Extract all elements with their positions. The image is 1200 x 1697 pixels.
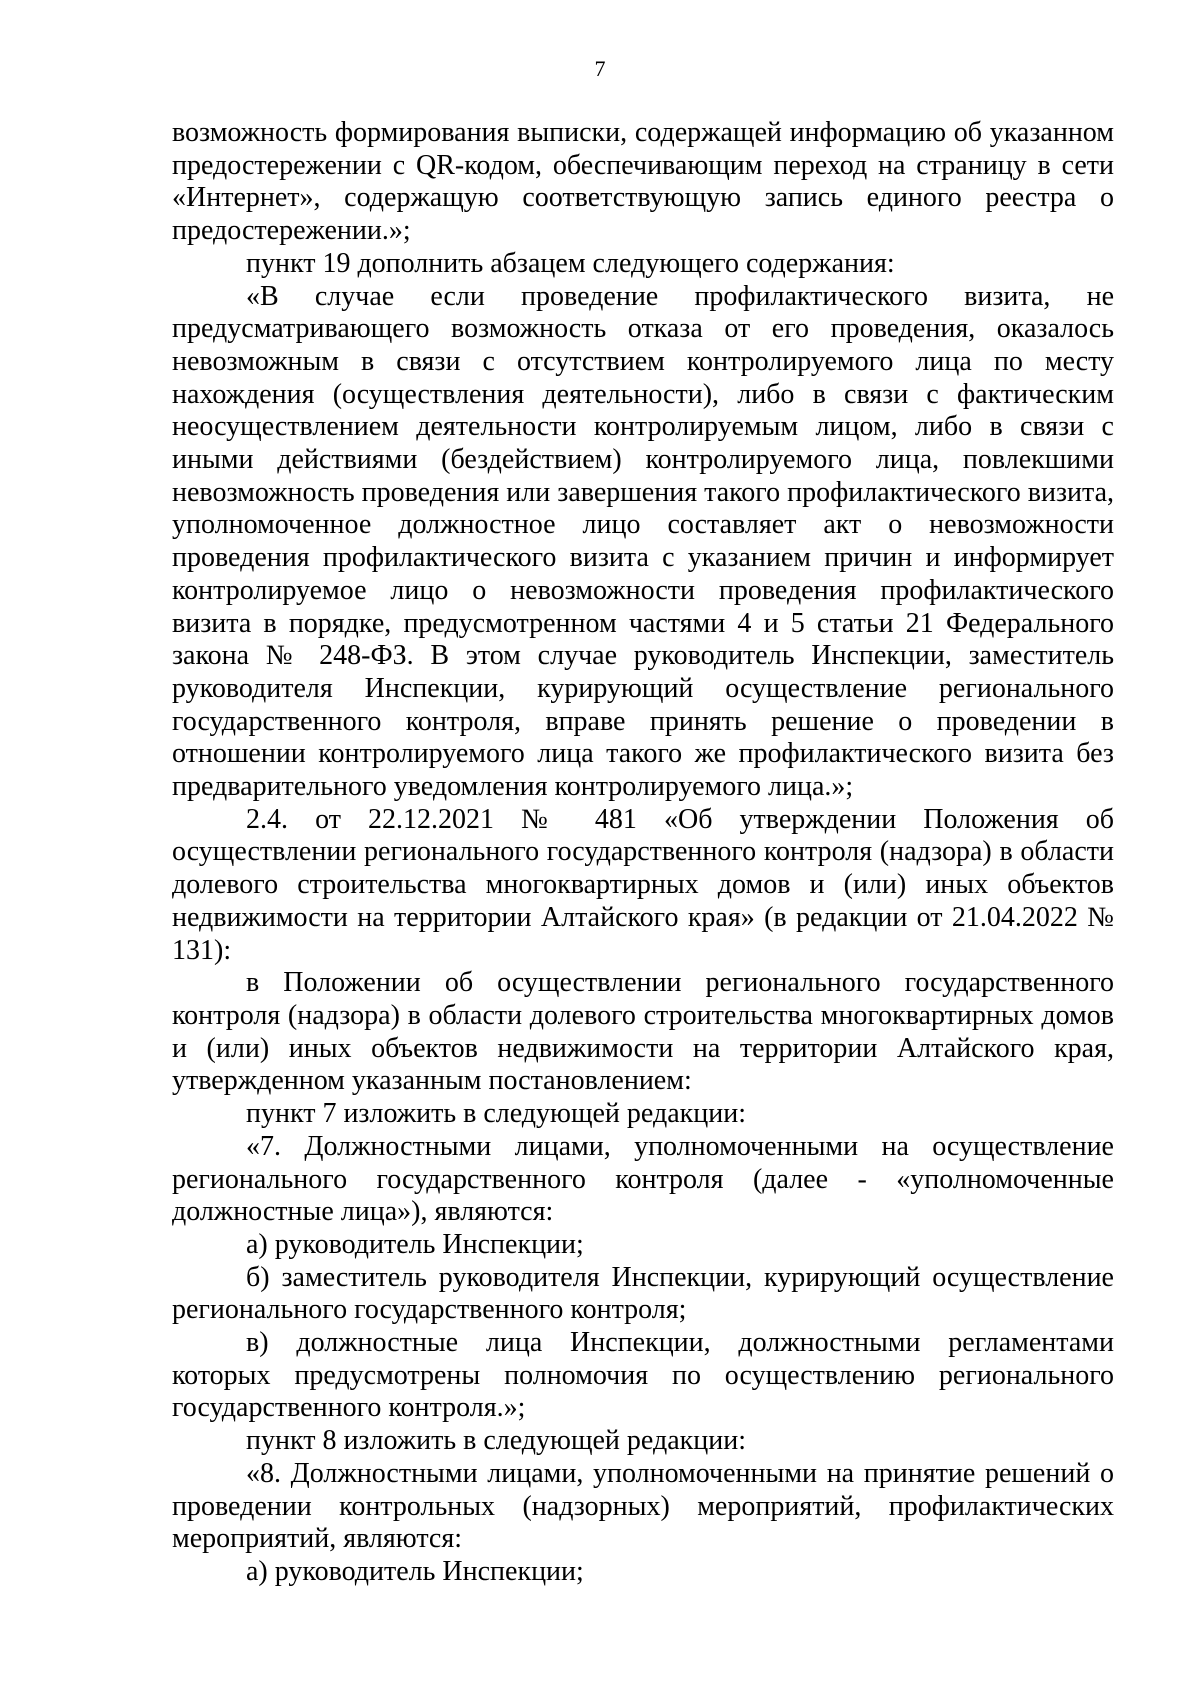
page-number: 7 (594, 56, 606, 81)
paragraph-item-7-intro: пункт 7 изложить в следующей редакции: (246, 1098, 746, 1130)
paragraph-statement-continuation: возможность формирования выписки, содержащей информацию об указанном предостережении с QR-кодом, обеспечивающим переход на страницу в сети «Интернет», содержащую соответствующую запись единого реестра о предостережении.»; (172, 117, 1114, 247)
list-item-v: в) должностные лица Инспекции, должностными регламентами которых предусмотрены полномочия по осуществлению регионального государственного контроля.»; (172, 1327, 1114, 1424)
paragraph-regulation-intro: в Положении об осуществлении регионального государственного контроля (надзора) в области долевого строительства многоквартирных домов и (или) иных объектов недвижимости на территории Алтайского края, утвержденном указанным постановлением: (172, 967, 1114, 1097)
document-body (172, 117, 1114, 1589)
paragraph-item-19-text: «В случае если проведение профилактического визита, не предусматривающего возможность отказа от его проведения, оказалось невозможным в связи с отсутствием контролируемого лица по месту нахождения (осуществления деятельности), либо в связи с фактическим неосуществлением деятельности контролируемым лицом, либо в связи с иными действиями (бездействием) контролируемого лица, повлекшими невозможность проведения или завершения такого профилактического визита, уполномоченное должностное лицо составляет акт о невозможности проведения профилактического визита с указанием причин и информирует контролируемое лицо о невозможности проведения профилактического визита в порядке, предусмотренном частями 4 и 5 статьи 21 Федерального закона № 248-ФЗ. В этом случае руководитель Инспекции, заместитель руководителя Инспекции, курирующий осуществление регионального государственного контроля, вправе принять решение о проведении в отношении контролируемого лица такого же профилактического визита без предварительного уведомления контролируемого лица.»; (172, 280, 1114, 803)
paragraph-item-8-intro: пункт 8 изложить в следующей редакции: (246, 1425, 746, 1457)
paragraph-item-19-intro: пункт 19 дополнить абзацем следующего содержания: (246, 247, 895, 279)
paragraph-2-4-heading: 2.4. от 22.12.2021 № 481 «Об утверждении Положения об осуществлении регионального государственного контроля (надзора) в области долевого строительства многоквартирных домов и (или) иных объектов недвижимости на территории Алтайского края» (в редакции от 21.04.2022 № 131): (172, 803, 1114, 966)
list-item-b: б) заместитель руководителя Инспекции, курирующий осуществление регионального государственного контроля; (172, 1261, 1114, 1326)
list-item-a-2: а) руководитель Инспекции; (246, 1555, 584, 1587)
list-item-a: а) руководитель Инспекции; (246, 1228, 584, 1260)
paragraph-item-8-text: «8. Должностными лицами, уполномоченными на принятие решений о проведении контрольных (надзорных) мероприятий, профилактических мероприятий, являются: (172, 1457, 1114, 1555)
paragraph-item-7-text: «7. Должностными лицами, уполномоченными на осуществление регионального государственного контроля (далее - «уполномоченные должностные лица»), являются: (172, 1130, 1114, 1228)
